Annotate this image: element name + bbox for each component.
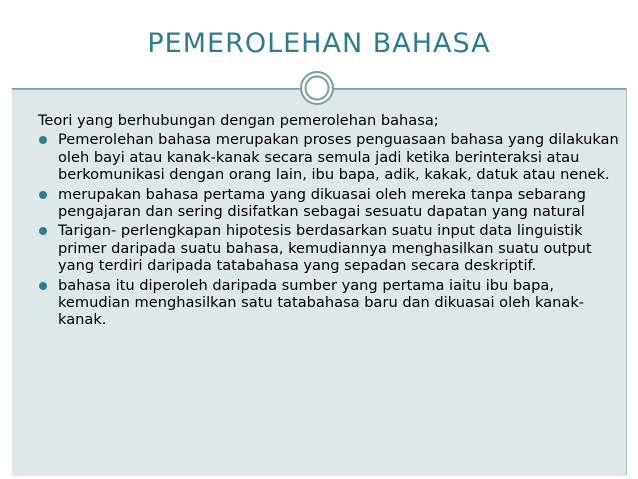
bullet-text: Pemerolehan bahasa merupakan proses penguasaan bahasa yang dilakukan oleh bayi atau kanak-kanak secara semula jadi ketika berinteraksi atau berkomunikasi dengan orang lain, ibu bapa, adik, kakak, datuk atau nenek. [58,131,619,184]
bullet-text: bahasa itu diperoleh daripada sumber yang pertama iaitu ibu bapa, kemudian menghasilkan satu tatabahasa baru dan dikuasai oleh kanak-kanak. [58,276,585,329]
filled-circle-bullet-icon [39,136,47,144]
double-circle-ornament-icon [299,70,335,106]
bullet-list [38,131,628,328]
bullet-text: Tarigan- perlengkapan hipotesis berdasarkan suatu input data linguistik primer daripada suatu bahasa, kemudiannya menghasilkan suatu output yang terdiri daripada tatabahasa yang sepadan secara deskriptif. [58,222,592,275]
slide-body [38,112,628,331]
slide-title: PEMEROLEHAN BAHASA [147,28,491,59]
bullet-item [38,186,628,221]
bullet-item [38,277,628,329]
filled-circle-bullet-icon [39,191,47,199]
bullet-item [38,222,628,274]
bullet-item [38,131,628,183]
filled-circle-bullet-icon [39,282,47,290]
bullet-text: merupakan bahasa pertama yang dikuasai oleh mereka tanpa sebarang pengajaran dan sering disifatkan sebagai sesuatu dapatan yang natural [58,185,586,221]
intro-text: Teori yang berhubungan dengan pemerolehan bahasa; [38,112,439,129]
filled-circle-bullet-icon [39,227,47,235]
